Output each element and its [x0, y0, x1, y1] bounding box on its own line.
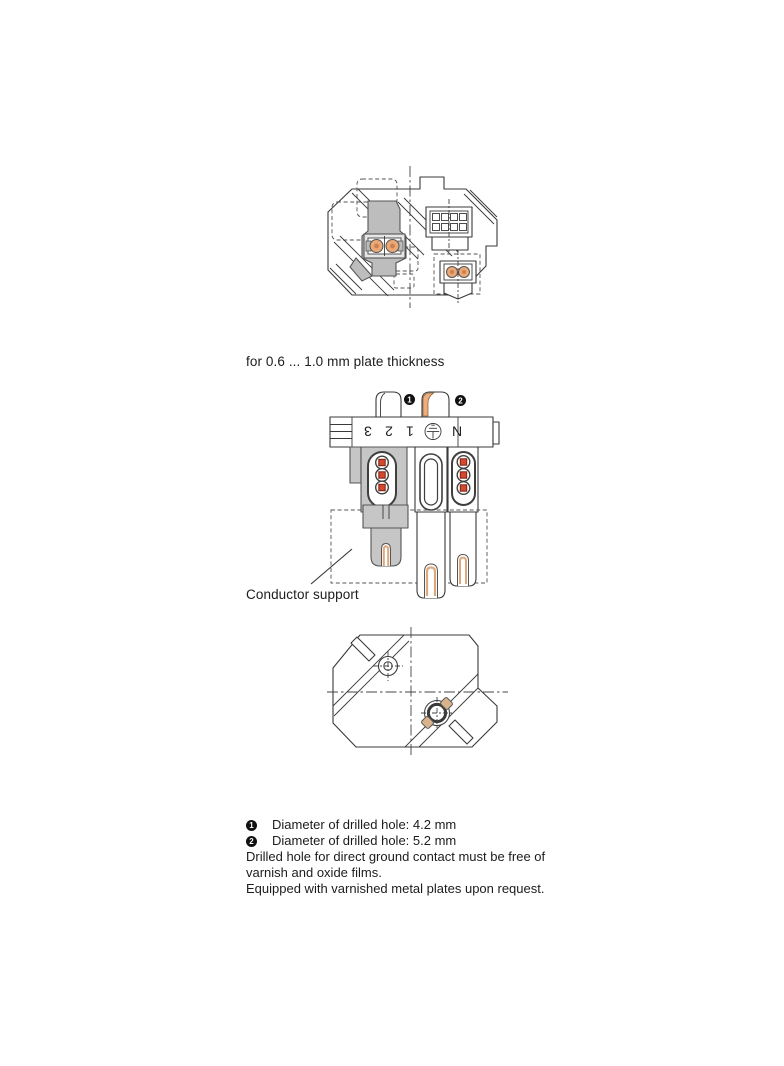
plate-thickness-caption: for 0.6 ... 1.0 mm plate thickness	[246, 354, 445, 369]
notes-block	[246, 817, 586, 897]
terminal-marking-strip	[330, 417, 499, 447]
right-leg	[450, 512, 476, 586]
drilling-plan-drawing	[315, 615, 520, 770]
slot-window	[420, 454, 442, 510]
conductor-support-leg	[363, 505, 408, 566]
note-line: varnish and oxide films.	[246, 865, 382, 880]
note-text: Diameter of drilled hole: 4.2 mm	[272, 817, 457, 832]
conductor-support-label: Conductor support	[246, 587, 359, 602]
terminal-grid-block	[426, 199, 472, 254]
note-item	[246, 833, 586, 849]
clamp-window-right	[452, 452, 475, 505]
marking-digit: 3	[364, 423, 372, 440]
svg-text:2: 2	[458, 396, 463, 406]
fixing-peg	[376, 392, 401, 417]
housing-step	[350, 447, 361, 483]
callout-1-badge	[404, 394, 415, 405]
leader-line	[311, 549, 352, 584]
callout-2-badge: 2	[246, 836, 257, 847]
note-item	[246, 817, 586, 833]
callout-2-badge	[455, 395, 466, 406]
top-view-drawing	[300, 160, 520, 310]
marking-digit: 2	[385, 423, 393, 440]
marking-digit: 1	[406, 423, 414, 440]
plate-outline	[333, 635, 497, 747]
note-text: Diameter of drilled hole: 5.2 mm	[272, 833, 457, 848]
svg-text:1: 1	[407, 395, 412, 405]
note-line: Equipped with varnished metal plates upon request.	[246, 881, 545, 896]
earth-ground-icon	[425, 424, 441, 440]
marking-neutral: N	[451, 423, 463, 440]
center-leg	[417, 512, 445, 598]
note-line: Drilled hole for direct ground contact must be free of	[246, 849, 546, 864]
clamp-window-left	[368, 452, 396, 507]
callout-1-badge: 1	[246, 820, 257, 831]
side-view-drawing	[295, 385, 510, 605]
